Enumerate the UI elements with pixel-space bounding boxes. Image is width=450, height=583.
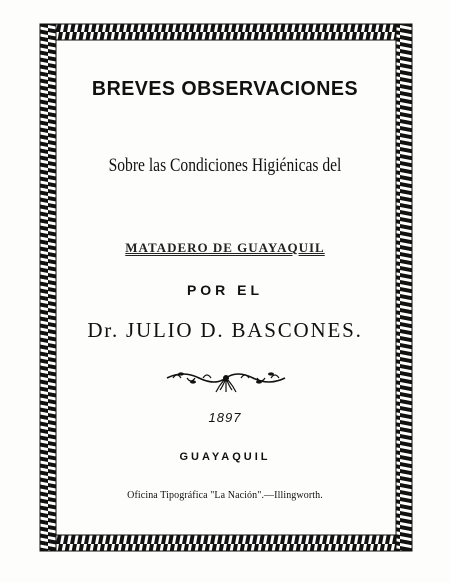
printer-imprint: Oficina Tipográfica "La Nación".—Illingworth. (127, 490, 323, 501)
publication-year: 1897 (208, 410, 242, 425)
floral-vignette-icon (163, 366, 289, 396)
book-title: BREVES OBSERVACIONES (91, 78, 359, 100)
author-name: Dr. JULIO D. BASCONES. (87, 318, 363, 342)
book-subtitle: Sobre las Condiciones Higiénicas del (108, 155, 342, 176)
by-line: POR EL (186, 282, 264, 298)
subject-line: MATADERO DE GUAYAQUIL (125, 240, 325, 255)
publication-city: GUAYAQUIL (179, 451, 271, 463)
